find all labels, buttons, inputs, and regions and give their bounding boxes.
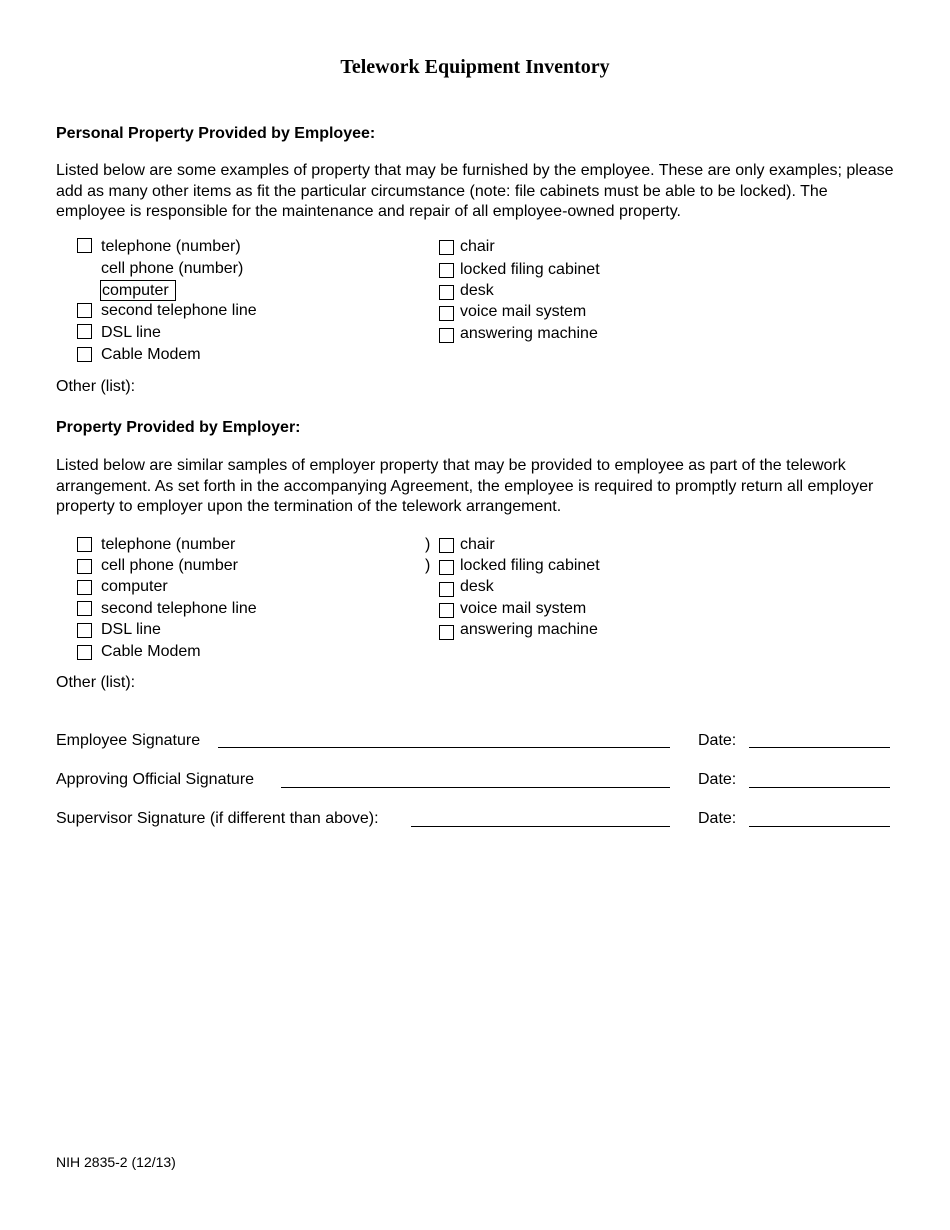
personal-cable-modem-checkbox[interactable]	[77, 347, 92, 362]
employer-chair-checkbox[interactable]	[439, 538, 454, 553]
personal-desk-checkbox[interactable]	[439, 285, 454, 300]
employer-desk-label: desk	[460, 578, 494, 595]
personal-other-label: Other (list):	[56, 378, 136, 395]
employer-cable-modem-checkbox[interactable]	[77, 645, 92, 660]
personal-filing-cabinet-checkbox[interactable]	[439, 263, 454, 278]
personal-answering-machine-label: answering machine	[460, 325, 598, 342]
approving-date-label: Date:	[698, 771, 737, 788]
personal-dsl-checkbox[interactable]	[77, 324, 92, 339]
employer-answering-machine-checkbox[interactable]	[439, 625, 454, 640]
employer-second-line-checkbox[interactable]	[77, 601, 92, 616]
personal-telephone-checkbox[interactable]	[77, 238, 92, 253]
employer-cell-phone-checkbox[interactable]	[77, 559, 92, 574]
personal-chair-label: chair	[460, 238, 495, 255]
employer-dsl-label: DSL line	[101, 621, 161, 638]
personal-voice-mail-checkbox[interactable]	[439, 306, 454, 321]
personal-desk-label: desk	[460, 282, 494, 299]
employee-date-label: Date:	[698, 732, 737, 749]
employer-desk-checkbox[interactable]	[439, 582, 454, 597]
employer-computer-checkbox[interactable]	[77, 580, 92, 595]
employer-answering-machine-label: answering machine	[460, 621, 598, 638]
personal-voice-mail-label: voice mail system	[460, 303, 587, 320]
personal-second-line-label: second telephone line	[101, 302, 257, 319]
employee-date-line[interactable]	[749, 747, 890, 748]
employer-voice-mail-checkbox[interactable]	[439, 603, 454, 618]
employer-paragraph: Listed below are similar samples of employer property that may be provided to employee as part of the telework arrangement. As set forth in the accompanying Agreement, the employee is required to promptly return all employer property to employer upon the termination of the telework arrangement.	[56, 457, 874, 515]
approving-signature-line[interactable]	[281, 787, 670, 788]
employer-filing-cabinet-checkbox[interactable]	[439, 560, 454, 575]
telephone-paren: )	[425, 536, 431, 553]
personal-answering-machine-checkbox[interactable]	[439, 328, 454, 343]
employer-second-line-label: second telephone line	[101, 600, 257, 617]
personal-computer-field[interactable]	[100, 280, 176, 301]
employer-cell-phone-label: cell phone (number	[101, 557, 238, 574]
approving-date-line[interactable]	[749, 787, 890, 788]
cell-phone-paren: )	[425, 557, 431, 574]
approving-signature-label: Approving Official Signature	[56, 771, 255, 788]
personal-telephone-label: telephone (number)	[101, 238, 241, 255]
supervisor-date-label: Date:	[698, 810, 737, 827]
personal-second-line-checkbox[interactable]	[77, 303, 92, 318]
employer-other-label: Other (list):	[56, 674, 136, 691]
employer-dsl-checkbox[interactable]	[77, 623, 92, 638]
employer-filing-cabinet-label: locked filing cabinet	[460, 557, 600, 574]
form-number: NIH 2835-2 (12/13)	[56, 1154, 176, 1170]
personal-computer-label: computer	[102, 282, 169, 299]
personal-paragraph: Listed below are some examples of property that may be furnished by the employee. These are only examples; please add as many other items as fit the particular circumstance (note: file cabinets must be able to be locked). The employee is responsible for the maintenance and repair of all employee-owned property.	[56, 162, 894, 220]
personal-cell-phone-label: cell phone (number)	[101, 260, 244, 277]
employee-signature-line[interactable]	[218, 747, 670, 748]
employer-telephone-label: telephone (number	[101, 536, 236, 553]
personal-heading: Personal Property Provided by Employee:	[56, 125, 376, 142]
personal-chair-checkbox[interactable]	[439, 240, 454, 255]
employee-signature-label: Employee Signature	[56, 732, 201, 749]
employer-chair-label: chair	[460, 536, 495, 553]
employer-cable-modem-label: Cable Modem	[101, 643, 201, 660]
employer-voice-mail-label: voice mail system	[460, 600, 587, 617]
personal-filing-cabinet-label: locked filing cabinet	[460, 261, 600, 278]
page-title: Telework Equipment Inventory	[340, 56, 610, 78]
supervisor-date-line[interactable]	[749, 826, 890, 827]
personal-cable-modem-label: Cable Modem	[101, 346, 201, 363]
supervisor-signature-line[interactable]	[411, 826, 670, 827]
employer-telephone-checkbox[interactable]	[77, 537, 92, 552]
employer-heading: Property Provided by Employer:	[56, 419, 301, 436]
employer-computer-label: computer	[101, 578, 168, 595]
supervisor-signature-label: Supervisor Signature (if different than above):	[56, 810, 379, 827]
personal-dsl-label: DSL line	[101, 324, 161, 341]
